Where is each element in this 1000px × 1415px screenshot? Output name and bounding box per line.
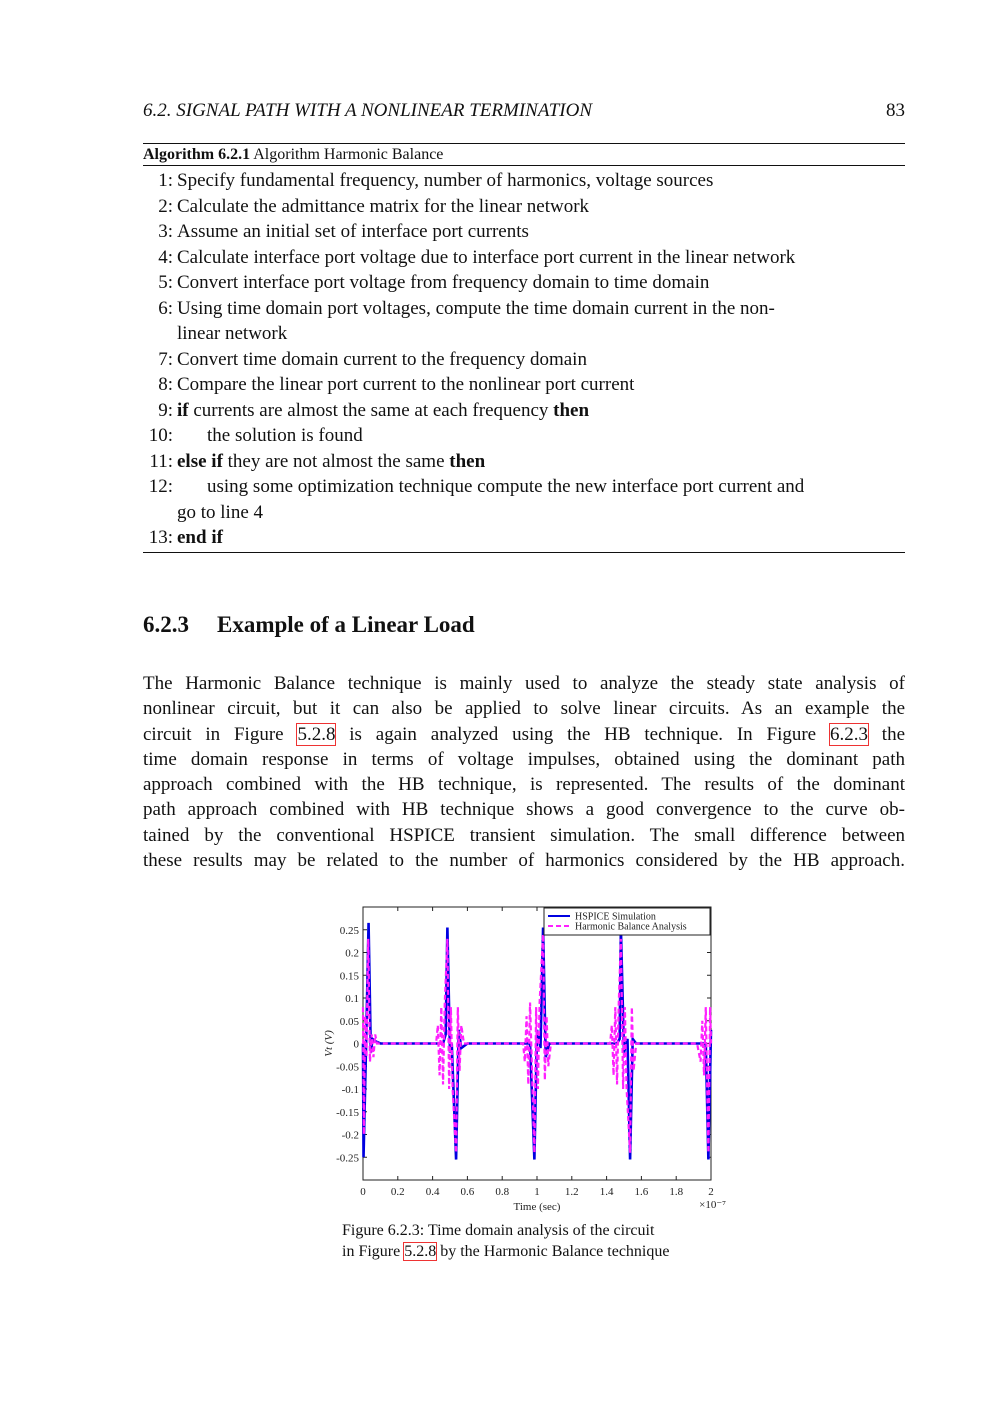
keyword: else if <box>177 450 223 472</box>
y-tick-label: -0.1 <box>341 1084 359 1096</box>
x-axis-label: Time (sec) <box>513 1201 561 1213</box>
paragraph-line <box>143 722 905 747</box>
line-number: 9: <box>158 399 173 421</box>
y-tick-label: 0 <box>353 1038 359 1051</box>
line-text: Calculate interface port voltage due to interface port current in the linear network <box>177 246 796 268</box>
algorithm-line <box>143 500 905 526</box>
line-number: 5: <box>158 272 173 293</box>
algorithm-line <box>143 168 905 194</box>
line-text: using some optimization technique compute the new interface port current and <box>207 476 805 497</box>
algorithm-label: Algorithm 6.2.1 <box>143 146 251 163</box>
x-tick-label: 1.4 <box>599 1186 614 1198</box>
x-tick-label: 0 <box>360 1186 366 1198</box>
algorithm-line <box>143 423 905 449</box>
y-tick-label: 0.05 <box>339 1015 359 1028</box>
line-number: 10: <box>148 425 173 446</box>
text: the <box>867 723 906 745</box>
paragraph-line <box>143 671 905 696</box>
text: is again analyzed using the HB technique. In Figure <box>335 723 830 745</box>
y-tick-label: -0.25 <box>336 1152 359 1165</box>
running-header <box>143 100 905 122</box>
figure-caption <box>342 1220 669 1262</box>
text: The Harmonic Balance technique is mainly used to analyze the steady state analysis of <box>143 673 905 694</box>
line-number: 2: <box>158 195 173 217</box>
text: nonlinear circuit, but it can also be applied to solve linear circuits. As an example the <box>143 698 905 720</box>
line-number: 6: <box>158 297 173 319</box>
algorithm-line <box>143 398 905 424</box>
paragraph-line <box>143 772 905 797</box>
section-title: Example of a Linear Load <box>217 612 475 637</box>
algorithm-block <box>143 143 905 553</box>
x-tick-label: 0.2 <box>390 1186 405 1198</box>
y-axis-label: Vt (V) <box>323 1030 335 1057</box>
y-tick-label: 0.15 <box>339 970 359 983</box>
section-number: 6.2.3 <box>143 612 189 637</box>
x-tick-label: 0.8 <box>495 1186 510 1198</box>
paragraph-line <box>143 823 905 848</box>
section-heading <box>143 612 475 638</box>
algorithm-line <box>143 449 905 475</box>
figure-ref-link[interactable]: 6.2.3 <box>829 723 868 745</box>
legend-label: HSPICE Simulation <box>575 911 656 923</box>
line-number: 7: <box>158 348 173 370</box>
line-text: they are not almost the same <box>222 450 450 472</box>
text: tained by the conventional HSPICE transient simulation. The small difference between <box>143 824 905 846</box>
line-text: go to line 4 <box>177 501 264 523</box>
x-tick-label: 1.2 <box>564 1186 579 1198</box>
y-tick-label: 0.25 <box>339 924 359 937</box>
line-text: linear network <box>177 323 288 344</box>
page-number: 83 <box>886 100 905 121</box>
algorithm-line <box>143 347 905 373</box>
y-tick-label: 0.1 <box>345 993 359 1005</box>
algorithm-title: Algorithm Harmonic Balance <box>253 146 444 163</box>
keyword: then <box>449 450 486 472</box>
x-tick-label: 0.6 <box>460 1186 475 1198</box>
algorithm-line <box>143 219 905 245</box>
algorithm-caption <box>143 144 905 165</box>
x-multiplier: ×10⁻⁷ <box>699 1199 726 1211</box>
algorithm-line <box>143 525 905 551</box>
y-tick-label: -0.05 <box>336 1061 359 1074</box>
figure-chart <box>310 895 740 1225</box>
algorithm-line <box>143 296 905 322</box>
line-number: 12: <box>148 476 173 497</box>
line-number: 11: <box>149 450 173 472</box>
algorithm-line <box>143 245 905 271</box>
line-text: Calculate the admittance matrix for the linear network <box>177 195 590 217</box>
line-text: the solution is found <box>207 425 363 446</box>
caption-text: in Figure <box>342 1243 405 1260</box>
keyword: if <box>177 399 189 421</box>
legend-label: Harmonic Balance Analysis <box>575 921 687 933</box>
figure-ref-link[interactable]: 5.2.8 <box>297 723 336 745</box>
algorithm-line <box>143 194 905 220</box>
algorithm-line <box>143 372 905 398</box>
algorithm-line <box>143 270 905 296</box>
algorithm-line <box>143 321 905 347</box>
line-text: Convert interface port voltage from frequency domain to time domain <box>177 272 710 293</box>
keyword: then <box>553 399 590 421</box>
y-tick-label: -0.2 <box>341 1129 359 1142</box>
caption-line-1: Figure 6.2.3: Time domain analysis of the circuit <box>342 1222 655 1239</box>
line-text: Using time domain port voltages, compute the time domain current in the non- <box>177 297 775 319</box>
x-tick-label: 0.4 <box>425 1186 440 1198</box>
caption-line-2 <box>342 1241 669 1262</box>
line-text: Assume an initial set of interface port currents <box>177 221 529 242</box>
algorithm-line <box>143 474 905 500</box>
text: time domain response in terms of voltage impulses, obtained using the dominant path <box>143 748 905 770</box>
figure-ref-link[interactable]: 5.2.8 <box>404 1243 437 1260</box>
line-number: 4: <box>158 246 173 268</box>
header-title: 6.2. SIGNAL PATH WITH A NONLINEAR TERMINATION <box>143 100 593 121</box>
y-tick-label: 0.2 <box>345 947 359 960</box>
x-tick-label: 2 <box>708 1186 714 1198</box>
line-number: 3: <box>158 221 173 242</box>
text: path approach combined with HB technique shows a good convergence to the curve ob- <box>143 799 905 821</box>
paragraph-line <box>143 848 905 873</box>
text: these results may be related to the number of harmonics considered by the HB approach. <box>143 850 905 872</box>
paragraph-line <box>143 797 905 822</box>
text: approach combined with the HB technique, is represented. The results of the dominant <box>143 774 905 796</box>
x-tick-label: 1.6 <box>634 1186 649 1198</box>
keyword: end if <box>177 527 223 548</box>
x-tick-label: 1 <box>534 1186 540 1198</box>
paragraph-line <box>143 696 905 721</box>
line-number: 13: <box>148 527 173 548</box>
x-tick-label: 1.8 <box>669 1186 684 1198</box>
line-text: Convert time domain current to the frequency domain <box>177 348 587 370</box>
body-paragraph <box>143 671 905 873</box>
line-text: currents are almost the same at each frequency <box>188 399 554 421</box>
line-text: Compare the linear port current to the nonlinear port current <box>177 374 635 395</box>
text: circuit in Figure <box>143 723 298 745</box>
paragraph-line <box>143 747 905 772</box>
caption-text: by the Harmonic Balance technique <box>436 1243 670 1260</box>
line-text: Specify fundamental frequency, number of harmonics, voltage sources <box>177 170 714 191</box>
line-number: 1: <box>158 170 173 191</box>
y-tick-label: -0.15 <box>336 1106 359 1119</box>
line-number: 8: <box>158 374 173 395</box>
